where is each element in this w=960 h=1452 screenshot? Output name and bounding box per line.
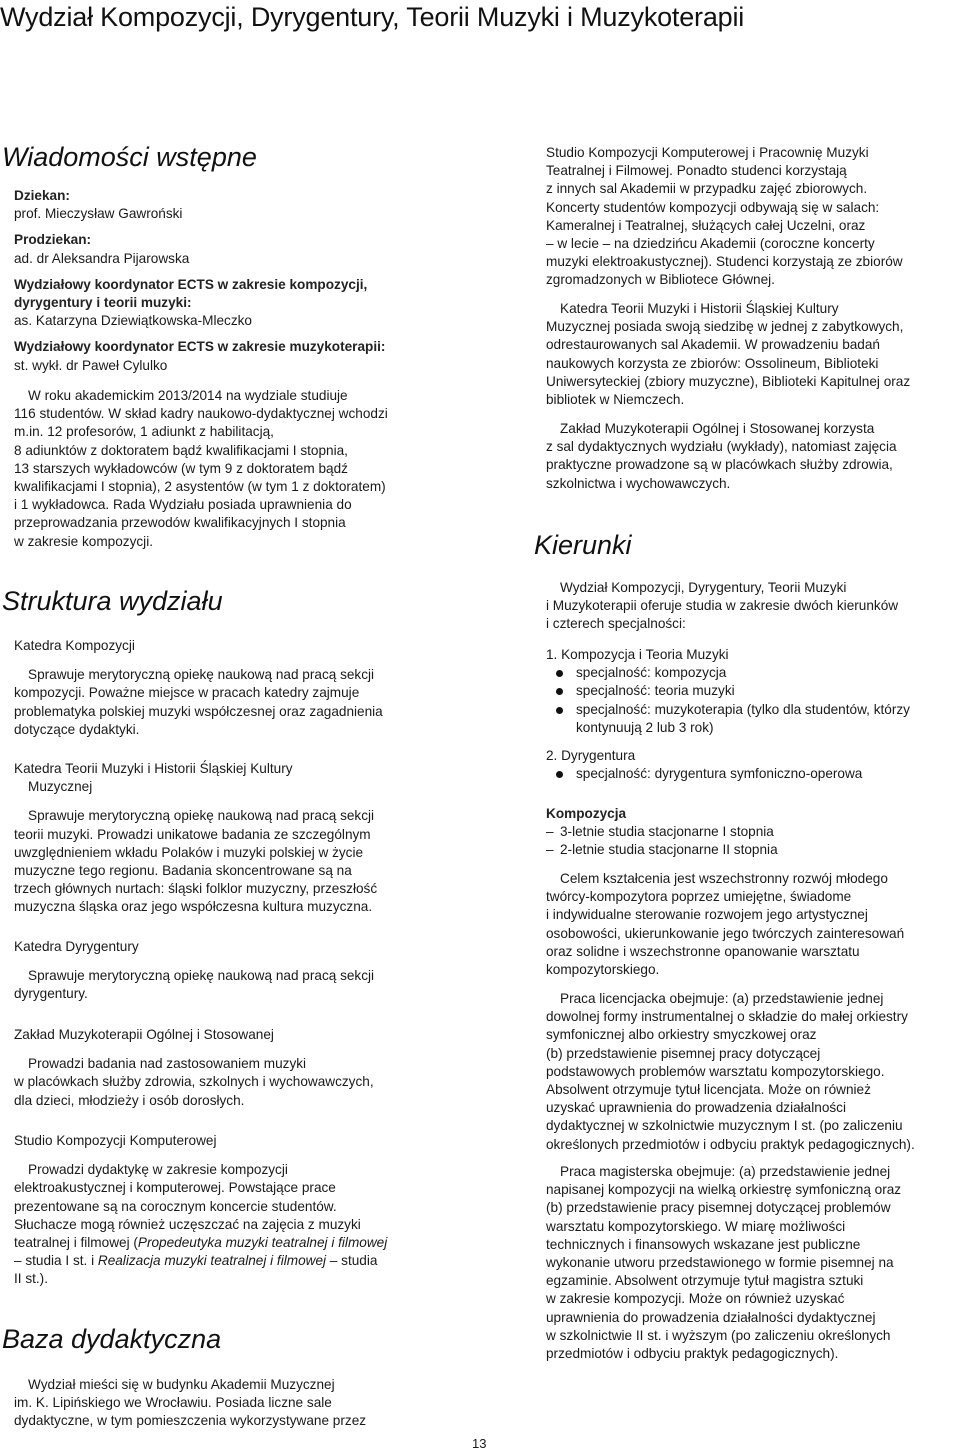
text-line: wykonanie utworu przedstawionego w formie pisemnej na bbox=[546, 1255, 894, 1271]
education-goal bbox=[546, 870, 956, 979]
bullet-icon bbox=[556, 670, 563, 677]
master-thesis bbox=[546, 1163, 956, 1363]
page-title: Wydział Kompozycji, Dyrygentury, Teorii Muzyki i Muzykoterapii bbox=[0, 2, 745, 32]
text-line: W roku akademickim 2013/2014 na wydziale studiuje bbox=[28, 388, 348, 403]
chair-theory bbox=[14, 760, 454, 917]
section-heading-intro: Wiadomości wstępne bbox=[2, 142, 257, 172]
section-heading-structure: Struktura wydziału bbox=[2, 586, 223, 616]
bullet-icon bbox=[556, 688, 563, 695]
text-line: kwalifikacjami I stopnia), 2 asystentów (w tym 1 z doktoratem) bbox=[14, 479, 386, 495]
text-line: problematyka polskiej muzyki współczesnej oraz zagadnienia bbox=[14, 703, 383, 719]
text-line: egzaminie. Absolwent otrzymuje tytuł magistra sztuki bbox=[546, 1273, 864, 1289]
vice-dean-name: ad. dr Aleksandra Pijarowska bbox=[14, 250, 190, 266]
list-item-label: specjalność: teoria muzyki bbox=[576, 683, 735, 699]
chair-title: Katedra Dyrygentury bbox=[14, 939, 139, 954]
text-line: twórcy-kompozytora poprzez umiejętne, świadome bbox=[546, 889, 852, 905]
text-line: kompozytorskiego. bbox=[546, 962, 660, 978]
text-line: uwzględnieniem wkładu Polaków i muzyki polskiej w życie bbox=[14, 844, 364, 860]
page-number: 13 bbox=[472, 1436, 487, 1451]
chair-title: Katedra Kompozycji bbox=[14, 638, 135, 653]
text-line: muzyki elektroakustycznej). Studenci korzystają ze zbiorów bbox=[546, 254, 903, 270]
list-item-label: specjalność: muzykoterapia (tylko dla studentów, którzy bbox=[576, 701, 910, 717]
text-line: szkolnictwa i wychowawczych. bbox=[546, 475, 731, 491]
chair-composition bbox=[14, 637, 454, 739]
base-continued bbox=[546, 144, 956, 290]
base-text bbox=[14, 1376, 454, 1431]
list-item bbox=[546, 701, 956, 719]
text-line: dla dzieci, młodzieży i osób dorosłych. bbox=[14, 1092, 245, 1108]
dean-label: Dziekan: bbox=[14, 188, 70, 203]
text-line: trzech głównych nurtach: śląski folklor muzyczny, przeszłość bbox=[14, 881, 378, 897]
text-line: dowolnej formy instrumentalnej o składzie do małej orkiestry bbox=[546, 1009, 908, 1025]
list-item-label: specjalność: dyrygentura symfoniczno-operowa bbox=[576, 766, 863, 782]
text-line: i indywidualne sterowanie rozwojem jego artystycznej bbox=[546, 907, 868, 923]
text-line: muzyczne tego regionu. Badania skoncentrowane są na bbox=[14, 863, 352, 879]
intro-stats bbox=[14, 387, 454, 551]
text-line: przedmiotów i odbyciu praktyk pedagogicznych). bbox=[546, 1346, 839, 1362]
intro-info bbox=[14, 187, 454, 375]
text-line: uprawnienia do prowadzenia działalności dydaktycznej bbox=[546, 1309, 876, 1325]
theory-chair-location bbox=[546, 300, 956, 409]
text-line: symfonicznej albo orkiestry smyczkowej oraz bbox=[546, 1027, 817, 1043]
text-line: kompozycji. Poważne miejsce w pracach katedry zajmuje bbox=[14, 685, 360, 701]
text-line: z innych sal Akademii w przypadku zajęć zbiorowych. bbox=[546, 181, 868, 197]
text-line: Sprawuje merytoryczną opiekę naukową nad pracą sekcji bbox=[28, 667, 375, 683]
list-item bbox=[546, 682, 956, 700]
text-line: Studio Kompozycji Komputerowej i Pracownię Muzyki bbox=[546, 145, 869, 160]
dash-marker: – bbox=[546, 842, 554, 858]
text-line: dydaktyczne, w tym pomieszczenia wykorzystywane przez bbox=[14, 1413, 367, 1429]
ects-therapy-label: Wydziałowy koordynator ECTS w zakresie muzykoterapii: bbox=[14, 339, 386, 355]
text-line: (b) przedstawienie pisemnej pracy dotyczącej bbox=[546, 1045, 821, 1061]
text-line: prezentowane są na corocznym koncercie studentów. bbox=[14, 1198, 337, 1214]
list-item-label: 2-letnie studia stacjonarne II stopnia bbox=[560, 842, 778, 858]
ects-coordinator-label: Wydziałowy koordynator ECTS w zakresie kompozycji, bbox=[14, 276, 368, 292]
text-line: z sal dydaktycznych wydziału (wykłady), natomiast zajęcia bbox=[546, 439, 897, 455]
text-line: Celem kształcenia jest wszechstronny rozwój młodego bbox=[560, 871, 888, 886]
text-line: Muzycznej posiada swoją siedzibę w jednej z zabytkowych, bbox=[546, 319, 904, 335]
text-line: Kameralnej i Teatralnej, służących całej Uczelni, oraz bbox=[546, 217, 866, 233]
list-item-label: specjalność: kompozycja bbox=[576, 665, 727, 681]
chair-conducting bbox=[14, 938, 454, 1004]
text-line: 13 starszych wykładowców (w tym 9 z doktoratem bądź bbox=[14, 460, 348, 476]
text-line: Prowadzi badania nad zastosowaniem muzyki bbox=[28, 1056, 307, 1072]
dept-music-therapy bbox=[14, 1026, 454, 1110]
ects-coordinator-name: as. Katarzyna Dziewiątkowska-Mleczko bbox=[14, 313, 252, 329]
text-line: (b) przedstawienie pracy pisemnej dotyczącej problemów bbox=[546, 1200, 891, 1216]
text-line: w zakresie kompozycji. Może on również uzyskać bbox=[546, 1291, 845, 1307]
text-line: odrestaurowanych sal Akademii. W prowadzeniu badań bbox=[546, 337, 880, 353]
text-line bbox=[14, 1252, 454, 1270]
text-line: elektroakustycznej i komputerowej. Powstające prace bbox=[14, 1180, 336, 1196]
text-line: Praca licencjacka obejmuje: (a) przedstawienie jednej bbox=[560, 991, 884, 1006]
text-line: praktyczne prowadzone są w placówkach służby zdrowia, bbox=[546, 457, 893, 473]
text-line: podstawowych problemów warsztatu kompozytorskiego. bbox=[546, 1063, 885, 1079]
text-line: osobowości, ukierunkowanie jego twórczych zainteresowań bbox=[546, 925, 905, 941]
therapy-dept-location bbox=[546, 420, 956, 493]
text-line: 8 adiunktów z doktoratem bądź kwalifikacjami I stopnia, bbox=[14, 442, 348, 458]
direction-conducting bbox=[546, 747, 956, 783]
text-line: II st.). bbox=[14, 1271, 48, 1287]
text-line: przeprowadzania przewodów kwalifikacyjnych I stopnia bbox=[14, 515, 346, 531]
text-line: Koncerty studentów kompozycji odbywają się w salach: bbox=[546, 199, 880, 215]
chair-title: Studio Kompozycji Komputerowej bbox=[14, 1133, 217, 1148]
text-line: Uniwersyteckiej (zbiory muzyczne), Biblioteki Kapitulnej oraz bbox=[546, 373, 911, 389]
text-line: Sprawuje merytoryczną opiekę naukową nad pracą sekcji bbox=[28, 808, 375, 824]
vice-dean-label: Prodziekan: bbox=[14, 232, 92, 248]
chair-title: Muzycznej bbox=[28, 779, 93, 795]
dash-marker: – bbox=[546, 824, 554, 840]
text-line: napisanej kompozycji na wielką orkiestrę symfoniczną oraz bbox=[546, 1182, 902, 1198]
text-line: i czterech specjalności: bbox=[546, 616, 686, 632]
text-line: Słuchacze mogą również uczęszczać na zajęcia z muzyki bbox=[14, 1216, 361, 1232]
section-heading-base: Baza dydaktyczna bbox=[2, 1324, 222, 1354]
text-line: dyrygentury. bbox=[14, 986, 88, 1002]
chair-title: Zakład Muzykoterapii Ogólnej i Stosowanej bbox=[14, 1027, 274, 1042]
text-span: teatralnej i filmowej ( bbox=[14, 1235, 138, 1251]
text-line: Katedra Teorii Muzyki i Historii Śląskiej Kultury bbox=[560, 301, 839, 316]
text-line bbox=[14, 1234, 454, 1252]
section-heading-directions: Kierunki bbox=[534, 530, 632, 560]
text-line: Prowadzi dydaktykę w zakresie kompozycji bbox=[28, 1162, 288, 1178]
direction-title: 1. Kompozycja i Teoria Muzyki bbox=[546, 647, 729, 662]
ects-coordinator-label: dyrygentury i teorii muzyki: bbox=[14, 295, 192, 311]
studies-title: Kompozycja bbox=[546, 806, 627, 821]
text-line: Zakład Muzykoterapii Ogólnej i Stosowanej korzysta bbox=[560, 421, 875, 436]
text-line: bibliotek w Niemczech. bbox=[546, 392, 685, 408]
text-span: – studia I st. i bbox=[14, 1253, 98, 1269]
text-line: oraz solidne i wszechstronne opanowanie warsztatu bbox=[546, 943, 860, 959]
list-item bbox=[546, 823, 956, 841]
text-line: muzyczna śląska oraz jego współczesna kultura muzyczna. bbox=[14, 899, 373, 915]
text-line: w szkolnictwie II st. i wyższym (po zaliczeniu określonych bbox=[546, 1327, 891, 1343]
chair-title: Katedra Teorii Muzyki i Historii Śląskiej Kultury bbox=[14, 761, 293, 776]
dean-name: prof. Mieczysław Gawroński bbox=[14, 206, 183, 222]
directions-intro bbox=[546, 579, 956, 634]
studio-computer-composition bbox=[14, 1132, 454, 1289]
bachelor-thesis bbox=[546, 990, 956, 1154]
text-line: i Muzykoterapii oferuje studia w zakresie dwóch kierunków bbox=[546, 598, 899, 614]
text-line: 116 studentów. W skład kadry naukowo-dydaktycznej wchodzi bbox=[14, 406, 388, 422]
text-line: m.in. 12 profesorów, 1 adiunkt z habilitacją, bbox=[14, 424, 274, 440]
list-item bbox=[546, 841, 956, 859]
text-line: teorii muzyki. Prowadzi unikatowe badania ze szczególnym bbox=[14, 826, 371, 842]
direction-composition-theory bbox=[546, 646, 956, 737]
bullet-icon bbox=[556, 771, 563, 778]
text-line: warsztatu kompozytorskiego. W miarę możliwości bbox=[546, 1218, 846, 1234]
list-item bbox=[546, 664, 956, 682]
text-line: Sprawuje merytoryczną opiekę naukową nad pracą sekcji bbox=[28, 968, 375, 984]
bullet-icon bbox=[556, 707, 563, 714]
course-title: Propedeutyka muzyki teatralnej i filmowej bbox=[137, 1235, 388, 1251]
text-line: Praca magisterska obejmuje: (a) przedstawienie jednej bbox=[560, 1164, 891, 1179]
list-item-label: 3-letnie studia stacjonarne I stopnia bbox=[560, 824, 774, 840]
text-line: Absolwent otrzymuje tytuł licencjata. Może on również bbox=[546, 1082, 871, 1098]
list-item-continuation: kontynuują 2 lub 3 rok) bbox=[576, 719, 714, 735]
text-line: – w lecie – na dziedzińcu Akademii (coroczne koncerty bbox=[546, 236, 875, 252]
text-line: naukowych korzysta ze zbiorów: Ossolineum, Biblioteki bbox=[546, 355, 879, 371]
text-line: dotyczące dydaktyki. bbox=[14, 721, 140, 737]
text-line: w zakresie kompozycji. bbox=[14, 533, 153, 549]
text-line: w placówkach służby zdrowia, szkolnych i wychowawczych, bbox=[14, 1074, 374, 1090]
text-line: i 1 wykładowca. Rada Wydziału posiada uprawnienia do bbox=[14, 497, 352, 513]
ects-therapy-name: st. wykł. dr Paweł Cylulko bbox=[14, 357, 168, 373]
text-line: zgromadzonych w Bibliotece Głównej. bbox=[546, 272, 775, 288]
text-line: uzyskać uprawnienia do prowadzenia działalności bbox=[546, 1100, 846, 1116]
text-line: technicznych i finansowych wskazane jest publiczne bbox=[546, 1236, 861, 1252]
text-line: Teatralnej i Filmowej. Ponadto studenci korzystają bbox=[546, 163, 847, 179]
text-line: im. K. Lipińskiego we Wrocławiu. Posiada liczne sale bbox=[14, 1395, 332, 1411]
course-title: Realizacja muzyki teatralnej i filmowej bbox=[97, 1253, 327, 1269]
text-line: Wydział mieści się w budynku Akademii Muzycznej bbox=[28, 1377, 335, 1392]
text-line: określonych przedmiotów i odbyciu praktyk pedagogicznych). bbox=[546, 1136, 915, 1152]
text-span: – studia bbox=[326, 1253, 378, 1269]
list-item bbox=[546, 765, 956, 783]
direction-title: 2. Dyrygentura bbox=[546, 748, 636, 763]
composition-studies bbox=[546, 805, 956, 860]
text-line: Wydział Kompozycji, Dyrygentury, Teorii Muzyki bbox=[560, 580, 847, 595]
text-line: dydaktycznej w szkolnictwie muzycznym I st. (po zaliczeniu bbox=[546, 1118, 903, 1134]
